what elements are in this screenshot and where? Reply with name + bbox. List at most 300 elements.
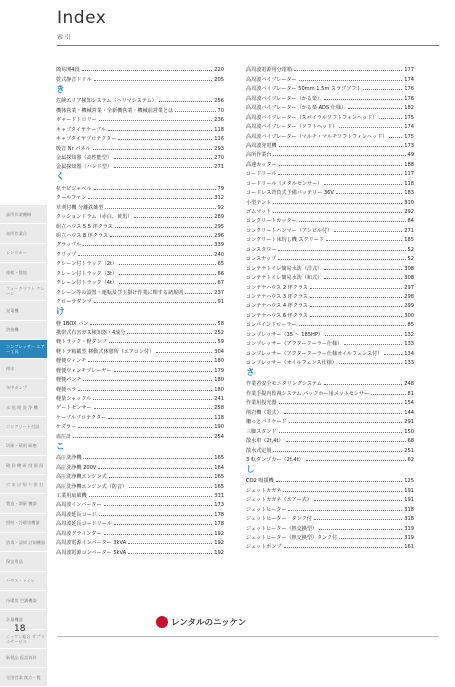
index-entry-page: 174 <box>404 124 414 131</box>
leader-dots <box>128 543 212 544</box>
leader-dots <box>324 184 402 185</box>
leader-dots <box>78 255 212 256</box>
leader-dots <box>279 165 403 166</box>
index-entry[interactable] <box>56 336 224 345</box>
sidebar-tab[interactable]: 運搬・整地 <box>0 263 47 282</box>
index-entry-label: 高周波バイブレーター（かる楽 ADS 仕様） <box>246 105 347 112</box>
index-entry-page: 116 <box>214 136 224 143</box>
index-entry[interactable] <box>246 416 414 425</box>
index-entry-label: ジェットポンプ <box>246 544 282 551</box>
index-entry[interactable] <box>246 272 414 281</box>
index-entry[interactable] <box>56 142 224 151</box>
leader-dots <box>371 394 405 395</box>
index-entry[interactable] <box>56 161 224 170</box>
index-entry[interactable] <box>56 480 224 489</box>
index-entry-label: 高圧洗浄機 200V <box>56 464 97 471</box>
index-entry-page: 165 <box>214 483 224 490</box>
leader-dots <box>279 403 403 404</box>
leader-dots <box>175 111 215 112</box>
leader-dots <box>93 149 213 150</box>
index-entry[interactable] <box>246 64 414 73</box>
leader-dots <box>294 70 402 71</box>
index-entry[interactable] <box>56 327 224 336</box>
index-entry-label: クレーン付トラック（3t） <box>56 270 118 277</box>
index-entry-label: 高周波延長コード <box>56 511 97 518</box>
index-entry[interactable] <box>246 454 414 463</box>
index-entry[interactable] <box>246 92 414 101</box>
index-entry[interactable] <box>246 253 414 262</box>
index-entry-label: 柵っとバリケード <box>246 419 287 426</box>
index-entry[interactable] <box>246 494 414 503</box>
index-entry-label: コンクリートカッター <box>246 218 297 225</box>
index-entry-page: 240 <box>214 251 224 258</box>
index-entry[interactable] <box>246 291 414 300</box>
index-entry[interactable] <box>246 149 414 158</box>
index-entry-label: 軽便ヘラ <box>56 386 77 393</box>
page-subtitle: 索 引 <box>57 34 71 41</box>
index-entry[interactable] <box>246 73 414 82</box>
index-entry-label: クールファン <box>56 195 87 202</box>
index-entry-label: コンバインドローラー <box>246 322 297 329</box>
index-entry-label: ギャードトロリー <box>56 117 97 124</box>
sidebar-tab[interactable]: 穴 あ け 削 り 抜 打 <box>0 475 47 494</box>
leader-dots <box>324 99 402 100</box>
index-entry-page: 179 <box>214 367 224 374</box>
sidebar-tab[interactable]: 全国営業 拠点一覧 <box>0 668 47 687</box>
leader-dots <box>336 193 402 194</box>
index-entry[interactable] <box>246 234 414 243</box>
leader-dots <box>99 120 213 121</box>
index-entry-label: コンテナハウス 4 坪クラス <box>246 303 308 310</box>
index-entry-label: ケーブルプロテクター <box>56 414 107 421</box>
leader-dots <box>306 460 406 461</box>
index-entry-label: 小型テント <box>246 199 272 206</box>
brand-name: レンタルのニッケン <box>171 618 247 628</box>
index-entry[interactable] <box>246 300 414 309</box>
index-entry-label: 高周波電源用分電箱 <box>246 67 292 74</box>
index-entry-page: 310 <box>404 199 414 206</box>
index-entry-page: 236 <box>214 117 224 124</box>
index-entry-page: 68 <box>407 438 414 445</box>
index-entry-page: 241 <box>214 396 224 402</box>
index-entry-page: 62 <box>407 456 414 463</box>
leader-dots <box>98 468 212 469</box>
index-entry[interactable] <box>56 258 224 267</box>
index-entry[interactable] <box>246 397 414 406</box>
index-entry[interactable] <box>246 102 414 111</box>
index-entry[interactable] <box>246 177 414 186</box>
index-entry[interactable] <box>246 196 414 205</box>
index-entry-page: 190 <box>214 424 224 431</box>
index-entry[interactable] <box>56 508 224 517</box>
index-entry-page: 319 <box>404 535 414 541</box>
index-entry-label: 携帯式有害ガス検知器・4成分 <box>56 329 126 336</box>
sidebar-tab[interactable]: 破 砕 機 斫 削 掘 削 <box>0 456 47 475</box>
index-entry[interactable] <box>246 140 414 149</box>
index-entry[interactable] <box>246 406 414 415</box>
index-entry-label: 金属探知器（ハンド型） <box>56 164 113 171</box>
index-entry[interactable] <box>246 130 414 139</box>
leader-dots <box>104 505 213 506</box>
index-entry-page: 173 <box>214 502 224 509</box>
leader-dots <box>299 325 406 326</box>
sidebar-tab[interactable]: コンクリート打設 <box>0 417 47 436</box>
sidebar-tab[interactable]: 計量機器 <box>0 610 47 629</box>
index-entry[interactable] <box>56 471 224 480</box>
sidebar-tab[interactable]: 新製品 仮設資材 <box>0 649 47 668</box>
sidebar-tab[interactable]: コンプレッサー エアー工具 <box>0 340 47 359</box>
index-entry-label: コンクリート床均し機 スクリード <box>246 237 324 244</box>
leader-dots <box>339 538 402 539</box>
index-entry[interactable] <box>56 499 224 508</box>
index-entry-label: 三脚スタンド <box>246 428 277 435</box>
index-entry[interactable] <box>246 378 414 387</box>
leader-dots <box>114 371 213 372</box>
leader-dots <box>108 130 212 131</box>
index-entry-label: 高周波バイブレーター（マルチ・マルチソフトフィンヘッド） <box>246 133 388 140</box>
sidebar-tab[interactable]: 溶接機 <box>0 321 47 340</box>
leader-dots <box>119 264 215 265</box>
index-entry-label: ゴムマット <box>246 209 272 215</box>
leader-dots <box>118 139 212 140</box>
sidebar-tab[interactable]: 照明・冷暖房機器 <box>0 514 47 533</box>
index-entry[interactable] <box>56 374 224 383</box>
leader-dots <box>89 496 213 497</box>
leader-dots <box>185 293 212 294</box>
leader-dots <box>94 189 216 190</box>
leader-dots <box>115 227 212 228</box>
index-entry-page: 191 <box>404 487 414 494</box>
index-entry-label: ジェットカガネ（エアー式） <box>246 497 312 504</box>
index-entry-label: 軽量シャックル <box>56 396 92 402</box>
leader-dots <box>78 427 212 428</box>
sidebar-tab[interactable]: レンタカー <box>0 244 47 263</box>
index-entry-label: コンスタワー <box>246 246 277 253</box>
index-entry[interactable] <box>56 411 224 420</box>
index-entry[interactable] <box>56 461 224 470</box>
leader-dots <box>326 240 402 241</box>
index-entry[interactable] <box>56 421 224 430</box>
leader-dots <box>109 342 216 343</box>
index-entry[interactable] <box>56 296 224 305</box>
leader-dots <box>114 524 212 525</box>
index-entry[interactable] <box>246 503 414 512</box>
index-entry-label: 高周波延長コードリール <box>56 521 112 528</box>
index-entry-page: 176 <box>404 86 414 93</box>
index-entry-page: 308 <box>404 265 414 272</box>
index-entry-label: 杭ナビジャベル <box>56 185 92 192</box>
index-entry-label: 高周波電源インバーター 3kVA <box>56 540 127 547</box>
leader-dots <box>279 146 403 147</box>
index-entry[interactable] <box>246 541 414 550</box>
index-entry-page: 67 <box>217 280 224 287</box>
index-entry-page: 175 <box>404 133 414 140</box>
sidebar-tab[interactable]: 発電機 <box>0 301 47 320</box>
index-entry-page: 188 <box>404 161 414 168</box>
leader-dots <box>104 534 213 535</box>
index-entry[interactable] <box>56 490 224 499</box>
sidebar-tab[interactable]: 切断・研削 研磨 <box>0 437 47 456</box>
leader-dots <box>119 274 215 275</box>
index-entry-label: 作業手提内監視システム パックホー用メットセンサー <box>246 390 370 397</box>
leader-dots <box>310 306 402 307</box>
index-entry-label: クッションドラム（赤白、黄黒） <box>56 214 133 221</box>
index-entry[interactable] <box>246 357 414 366</box>
index-entry-page: 292 <box>404 209 414 215</box>
index-entry-page: 318 <box>404 506 414 513</box>
index-entry-page: 178 <box>214 521 224 528</box>
index-entry-label: 高周波バイブレーター 50mm 1.5m スラブソフト <box>246 86 362 93</box>
index-entry-page: 319 <box>404 525 414 532</box>
index-entry-label: グラップル <box>56 242 82 249</box>
leader-dots <box>314 500 402 501</box>
leader-dots <box>105 208 215 209</box>
index-entry-label: クレーン付トラック（2t） <box>56 261 118 268</box>
sidebar-tab[interactable]: 冷暖房 空調機器 <box>0 591 47 610</box>
index-entry-label: 作業者安全モニタリングシステム <box>246 381 322 388</box>
index-entry-label: コードリール <box>246 171 277 178</box>
index-entry[interactable] <box>246 262 414 271</box>
index-entry[interactable] <box>56 201 224 210</box>
leader-dots <box>278 174 402 175</box>
index-entry[interactable] <box>246 338 414 347</box>
index-entry[interactable] <box>246 435 414 444</box>
index-entry-page: 297 <box>404 284 414 291</box>
index-entry[interactable] <box>56 114 224 123</box>
index-entry[interactable] <box>56 95 224 104</box>
index-entry-page: 49 <box>407 152 414 159</box>
index-entry-label: 高周波バイブレーター（かる楽） <box>246 95 323 102</box>
index-entry[interactable] <box>56 452 224 461</box>
leader-dots <box>299 80 403 81</box>
index-entry[interactable] <box>56 518 224 527</box>
leader-dots <box>319 529 402 530</box>
index-entry-page: 175 <box>404 114 414 121</box>
index-entry-label: 高周波インバーター <box>56 502 102 509</box>
index-entry-page: 254 <box>214 433 224 440</box>
index-entry-label: コードレス背負式予備バッテリー 36V <box>246 190 334 197</box>
index-entry[interactable] <box>246 513 414 522</box>
leader-dots <box>279 432 403 433</box>
index-entry[interactable] <box>246 475 414 484</box>
index-entry-label: 金属探知器（高性能型） <box>56 154 113 161</box>
index-entry[interactable] <box>246 309 414 318</box>
index-entry-page: 205 <box>214 76 224 83</box>
index-entry[interactable] <box>56 546 224 555</box>
leader-dots <box>324 278 402 279</box>
index-entry-label: 高周波発電機 <box>246 142 277 149</box>
index-entry-page: 258 <box>214 405 224 412</box>
index-entry[interactable] <box>246 387 414 396</box>
index-entry[interactable] <box>56 133 224 142</box>
sidebar-tab[interactable]: 保安用品 <box>0 552 47 571</box>
index-entry[interactable] <box>246 158 414 167</box>
index-entry-page: 52 <box>407 256 414 263</box>
index-entry-page: 180 <box>214 386 224 393</box>
index-entry-label: 高周波グラインダー <box>56 530 102 537</box>
index-entry[interactable] <box>246 522 414 531</box>
index-entry-page: 293 <box>214 145 224 152</box>
index-entry[interactable] <box>246 224 414 233</box>
index-entry[interactable] <box>56 230 224 239</box>
index-entry-page: 300 <box>404 312 414 319</box>
index-entry[interactable] <box>246 187 414 196</box>
index-entry[interactable] <box>246 215 414 224</box>
sidebar-tab[interactable]: 製造・測量 機器 <box>0 494 47 513</box>
index-entry-page: 296 <box>214 233 224 239</box>
leader-dots <box>88 361 212 362</box>
index-entry-page: 85 <box>407 322 414 329</box>
index-entry-label: 高周波バイブレーター（スパイラルソフトフィンヘッド） <box>246 114 378 121</box>
index-entry[interactable] <box>246 319 414 328</box>
index-entry[interactable] <box>56 430 224 439</box>
index-entry[interactable] <box>56 537 224 546</box>
index-entry-label: キャブタイヤプロテクター <box>56 136 117 143</box>
sidebar-tab[interactable]: ニッケン総合 サプライサービス <box>0 630 47 649</box>
index-entry-label: ジェットカガネ <box>246 487 282 494</box>
index-entry[interactable] <box>246 532 414 541</box>
index-entry-page: 304 <box>214 348 224 355</box>
index-entry-label: 簡易開4段 <box>56 67 80 74</box>
index-entry[interactable] <box>56 317 224 326</box>
index-entry[interactable] <box>56 239 224 248</box>
index-entry[interactable] <box>246 484 414 493</box>
index-entry[interactable] <box>56 192 224 201</box>
leader-dots <box>128 553 212 554</box>
index-entry[interactable] <box>246 206 414 215</box>
index-entry-page: 125 <box>404 478 414 485</box>
index-entry[interactable] <box>56 182 224 191</box>
sidebar-tab[interactable]: 揚水 <box>0 359 47 378</box>
leader-dots <box>314 519 402 520</box>
index-entry[interactable] <box>56 393 224 402</box>
leader-dots <box>73 437 212 438</box>
sidebar-tab[interactable]: フォークリフト クレーン <box>0 282 47 301</box>
page-title: Index <box>57 8 107 28</box>
index-entry-label: クレーン等の設置・運転及び玉掛け作業に関する諸規則 <box>56 289 184 296</box>
index-entry[interactable] <box>56 364 224 373</box>
index-entry-page: 295 <box>214 223 224 230</box>
index-entry-page: 291 <box>404 419 414 426</box>
index-entry-page: 311 <box>214 492 224 499</box>
index-entry-page: 161 <box>404 544 414 551</box>
index-entry-page: 133 <box>404 341 414 348</box>
index-entry[interactable] <box>246 281 414 290</box>
sidebar-tab[interactable]: 消毒・清掃 計測機器 <box>0 533 47 552</box>
index-entry[interactable] <box>56 64 224 73</box>
index-entry[interactable] <box>56 527 224 536</box>
leader-dots <box>156 352 212 353</box>
index-entry[interactable] <box>56 220 224 229</box>
index-entry-label: ゲートセンサー <box>56 405 92 412</box>
index-entry-page: 182 <box>404 105 414 112</box>
leader-dots <box>310 297 402 298</box>
sidebar-tab[interactable]: 高所作業機械 <box>0 205 47 224</box>
leader-dots <box>288 510 402 511</box>
leader-dots <box>93 399 212 400</box>
index-entry[interactable] <box>56 355 224 364</box>
index-entry-page: 165 <box>214 474 224 481</box>
index-entry[interactable] <box>56 73 224 82</box>
index-entry-page: 318 <box>404 516 414 523</box>
index-entry[interactable] <box>246 168 414 177</box>
index-entry[interactable] <box>56 211 224 220</box>
index-entry[interactable] <box>246 243 414 252</box>
index-entry-page: 134 <box>404 350 414 357</box>
index-entry-page: 191 <box>404 497 414 504</box>
leader-dots <box>273 155 405 156</box>
section-heading: け <box>56 307 65 318</box>
index-entry[interactable] <box>246 425 414 434</box>
index-entry-page: 270 <box>214 154 224 161</box>
leader-dots <box>99 515 213 516</box>
index-entry[interactable] <box>56 152 224 161</box>
index-entry-page: 308 <box>404 275 414 282</box>
index-entry-label: コンプレッサー（15 ～ 185HP） <box>246 331 324 338</box>
index-entry-label: ジェットヒーター（熱交換型） <box>246 525 318 532</box>
leader-dots <box>119 283 215 284</box>
index-entry[interactable] <box>56 383 224 392</box>
leader-dots <box>83 380 212 381</box>
index-entry[interactable] <box>56 345 224 354</box>
sidebar-tab[interactable]: ハウス・トイレ <box>0 572 47 591</box>
index-entry[interactable] <box>56 277 224 286</box>
index-entry-page: 58 <box>217 320 224 327</box>
index-entry-label: 乾式静音ドリル <box>56 76 92 83</box>
index-entry[interactable] <box>56 104 224 113</box>
category-sidebar <box>0 205 47 687</box>
leader-dots <box>108 418 212 419</box>
index-entry[interactable] <box>246 347 414 356</box>
index-entry-label: 機体営業・機械営業・全新機営業・機械前営業とは <box>56 107 174 114</box>
sidebar-tab[interactable]: 高所作業台 <box>0 224 47 243</box>
index-entry[interactable] <box>56 286 224 295</box>
index-entry-label: コンプレッサー（アフタークーラー仕様） <box>246 341 343 348</box>
sidebar-tab[interactable]: 水 処 理 洗 浄 機 <box>0 398 47 417</box>
leader-dots <box>310 316 402 317</box>
index-entry-label: コンプレッサー（アフタークーラー仕様オイルフェンス付） <box>246 350 383 357</box>
leader-dots <box>114 158 212 159</box>
index-entry[interactable] <box>246 121 414 130</box>
sidebar-tab[interactable]: 水中ポンプ <box>0 379 47 398</box>
index-entry[interactable] <box>246 444 414 453</box>
index-entry-label: 高圧洗浄機 <box>56 455 82 462</box>
index-entry-label: クローラダンプ <box>56 299 92 306</box>
leader-dots <box>94 408 213 409</box>
index-entry-label: 軽便ウィンチ <box>56 358 87 365</box>
leader-dots <box>129 487 212 488</box>
index-entry[interactable] <box>246 328 414 337</box>
index-entry[interactable] <box>246 111 414 120</box>
index-entry-label: コンテナトイレ簡易水洗（和式） <box>246 275 323 282</box>
index-entry[interactable] <box>56 402 224 411</box>
index-entry[interactable] <box>56 248 224 257</box>
index-entry-label: コンテナハウス 6 坪クラス <box>246 312 308 319</box>
leader-dots <box>283 491 402 492</box>
index-entry-label: ケズラー <box>56 424 77 431</box>
index-entry[interactable] <box>56 267 224 276</box>
index-entry-label: 高周波バイブレーター <box>246 76 297 83</box>
leader-dots <box>114 167 212 168</box>
index-entry[interactable] <box>56 123 224 132</box>
index-entry[interactable] <box>246 83 414 92</box>
leader-dots <box>276 481 403 482</box>
leader-dots <box>88 198 212 199</box>
index-entry-page: 118 <box>214 126 224 133</box>
index-entry-label: 散水車（2t,4t） <box>246 438 284 445</box>
index-entry-page: 298 <box>404 293 414 300</box>
index-entry-page: 150 <box>404 428 414 435</box>
